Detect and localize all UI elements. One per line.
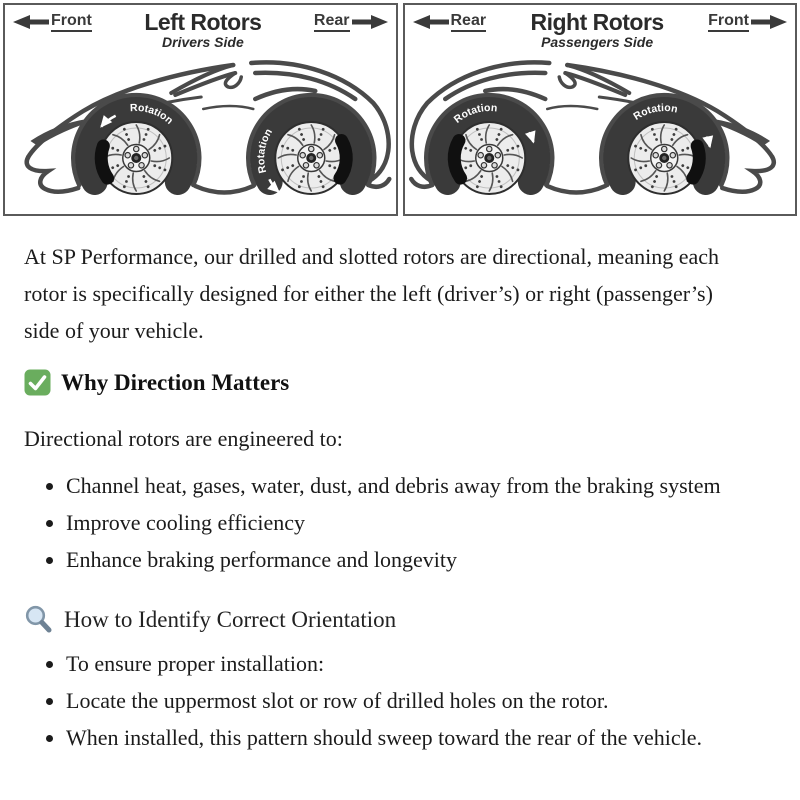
right-panel-header xyxy=(405,10,796,51)
rear-direction-label xyxy=(314,13,388,32)
left-panel-header xyxy=(5,10,396,51)
list-item: • Enhance braking performance and longevity xyxy=(66,541,726,578)
benefits-list xyxy=(24,467,776,578)
left-panel-title-block xyxy=(144,10,261,51)
right-rotors-panel xyxy=(403,3,798,216)
arrow-left-icon xyxy=(13,14,49,30)
panel-subtitle: Passengers Side xyxy=(541,34,654,51)
svg-text:Rotation: Rotation xyxy=(255,126,275,175)
panel-title: Left Rotors xyxy=(144,9,262,35)
arrow-left-icon xyxy=(413,14,449,30)
front-direction-label xyxy=(13,13,92,32)
list-item: • Improve cooling efficiency xyxy=(66,504,726,541)
lead-paragraph: Directional rotors are engineered to: xyxy=(24,426,343,451)
svg-text:Rotation: Rotation xyxy=(129,101,176,127)
list-item: • To ensure proper installation: xyxy=(66,645,726,682)
list-item: • Channel heat, gases, water, dust, and debris away from the braking system xyxy=(66,467,726,504)
right-car-illustration xyxy=(405,47,796,214)
rear-label: Rear xyxy=(451,13,487,32)
heading-text: How to Identify Correct Orientation xyxy=(64,606,397,632)
orientation-list xyxy=(24,645,776,756)
arrow-right-icon xyxy=(751,14,787,30)
front-direction-label xyxy=(708,13,787,32)
left-rotors-panel xyxy=(3,3,398,216)
article xyxy=(0,216,800,766)
heading-text: Why Direction Matters xyxy=(61,369,290,395)
left-car-illustration xyxy=(5,47,396,214)
svg-text:Rotation: Rotation xyxy=(630,101,679,123)
arrow-right-icon xyxy=(352,14,388,30)
section-heading-identify-orientation xyxy=(24,604,776,635)
svg-text:Rotation: Rotation xyxy=(451,101,498,126)
list-item: • Locate the uppermost slot or row of drilled holes on the rotor. xyxy=(66,682,726,719)
front-label: Front xyxy=(708,13,749,32)
front-label: Front xyxy=(51,13,92,32)
rotor-direction-diagram xyxy=(0,0,800,216)
list-item: • When installed, this pattern should sweep toward the rear of the vehicle. xyxy=(66,719,726,756)
section-heading-why-direction-matters xyxy=(24,369,776,396)
magnifying-glass-emoji xyxy=(24,604,54,635)
panel-title: Right Rotors xyxy=(530,9,664,35)
rear-direction-label xyxy=(413,13,487,32)
intro-paragraph: At SP Performance, our drilled and slotted rotors are directional, meaning each rotor is specifically designed for either the left (driver’s) or right (passenger’s) side of your vehicle. xyxy=(24,244,720,343)
right-panel-title-block xyxy=(530,10,663,51)
check-mark-emoji xyxy=(24,369,51,396)
rear-label: Rear xyxy=(314,13,350,32)
panel-subtitle: Drivers Side xyxy=(162,34,244,51)
